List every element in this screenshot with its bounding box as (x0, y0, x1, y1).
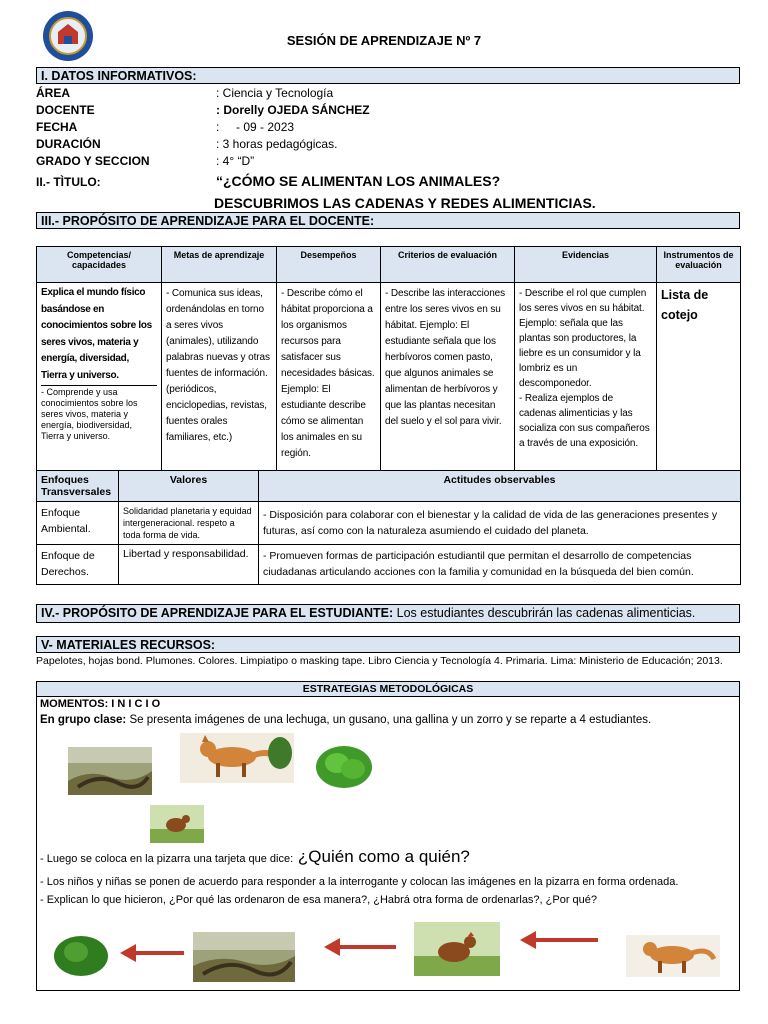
arrow-icon (118, 941, 188, 965)
cell-instrumentos: Lista de cotejo (657, 283, 741, 471)
cell-competencia (37, 283, 162, 471)
col-evidencias: Evidencias (515, 247, 657, 283)
col-valores: Valores (119, 471, 259, 502)
valores-derechos: Libertad y responsabilidad. (119, 545, 259, 585)
competencia-text: Explica el mundo físico basándose en conocimientos sobre los seres vivos, materia y energía, diversidad, Tierra y universo. (41, 285, 157, 386)
cell-metas: - Comunica sus ideas, ordenándolas en torno a seres vivos (animales), utilizando palabras nuevas y otras fuentes de información. (periódicos, enciclopedias, revistas, fuentes orales familiares, etc.) (162, 283, 277, 471)
fox-image (180, 733, 294, 783)
value-docente: : Dorelly OJEDA SÁNCHEZ (216, 103, 370, 117)
proposito-estudiante-heading: IV.- PROPÓSITO DE APRENDIZAJE PARA EL ESTUDIANTE: (41, 606, 394, 620)
lettuce-image (313, 743, 375, 791)
section-materiales-heading: V- MATERIALES RECURSOS: (36, 636, 740, 653)
cell-evidencias: - Describe el rol que cumplen los seres vivos en su hábitat. Ejemplo: señala que las plantas son productores, la liebre es un consumidor y la lombriz es un descomponedor. - Realiza ejemplos de cadenas alimenticias y las socializa con sus compañeros a través de una exposición. (515, 283, 657, 471)
value-grado: : 4° “D” (216, 154, 255, 168)
col-desempenos: Desempeños (277, 247, 381, 283)
col-instrumentos: Instrumentos de evaluación (657, 247, 741, 283)
chain-lettuce-image (50, 930, 112, 978)
label-duracion: DURACIÓN (36, 137, 101, 151)
col-criterios: Criterios de evaluación (381, 247, 515, 283)
label-area: ÁREA (36, 86, 71, 100)
grupo-clase-line (40, 714, 651, 726)
grupo-clase-text: Se presenta imágenes de una lechuga, un gusano, una gallina y un zorro y se reparte a 4 estudiantes. (126, 714, 652, 726)
label-docente: DOCENTE (36, 103, 95, 117)
capacidad-text: - Comprende y usa conocimientos sobre los seres vivos, materia y energía, biodiversidad, Tierra y universo. (41, 387, 138, 441)
instruction-line-3: - Explican lo que hicieron, ¿Por qué las ordenaron de esa manera?, ¿Habrá otra forma de ordenarlas?, ¿Por qué? (40, 894, 598, 906)
actitudes-derechos: - Promueven formas de participación estudiantil que permitan el desarrollo de competencias ciudadanas articulando acciones con la familia y comunidad en la búsqueda del bien común. (259, 545, 741, 585)
instruction-line-2: - Los niños y niñas se ponen de acuerdo para responder a la interrogante y colocan las imágenes en la pizarra en forma ordenada. (40, 876, 679, 888)
section-proposito-estudiante (36, 604, 740, 623)
cell-criterios: - Describe las interacciones entre los seres vivos en su hábitat. Ejemplo: El estudiante señala que los herbívoros comen pasto, que algunos animales se alimentan de herbívoros y que las plantas necesitan del suelo y el sol para vivir. (381, 283, 515, 471)
question-card-text: ¿Quién como a quién? (293, 847, 470, 866)
instruction-1-text: - Luego se coloca en la pizarra una tarjeta que dice: (40, 853, 294, 865)
grupo-clase-label: En grupo clase: (40, 714, 127, 726)
arrow-icon (518, 928, 600, 952)
value-area: : Ciencia y Tecnología (216, 86, 334, 100)
page-title: SESIÓN DE APRENDIZAJE Nº 7 (286, 33, 482, 48)
chain-fox-image (626, 935, 720, 977)
label-titulo: II.- TÌTULO: (36, 175, 101, 189)
enfoque-derechos: Enfoque de Derechos. (37, 545, 119, 585)
col-actitudes: Actitudes observables (259, 471, 741, 502)
section-datos-heading: I. DATOS INFORMATIVOS: (36, 67, 740, 84)
arrow-icon (322, 936, 398, 958)
materiales-text: Papelotes, hojas bond. Plumones. Colores. Limpiatipo o masking tape. Libro Ciencia y Tecnología 4. Primaria. Lima: Ministerio de Educación; 2013. (36, 655, 723, 667)
titulo-line-2: DESCUBRIMOS LAS CADENAS Y REDES ALIMENTICIAS. (214, 195, 596, 211)
titulo-line-1: “¿CÓMO SE ALIMENTAN LOS ANIMALES? (216, 173, 501, 189)
enfoque-ambiental: Enfoque Ambiental. (37, 502, 119, 545)
col-competencias: Competencias/ capacidades (37, 247, 162, 283)
enfoques-table (36, 470, 741, 585)
chain-hen-image (414, 922, 500, 976)
estrategias-heading: ESTRATEGIAS METODOLÓGICAS (36, 681, 740, 697)
col-metas: Metas de aprendizaje (162, 247, 277, 283)
momentos-label: MOMENTOS: I N I C I O (40, 698, 161, 710)
label-grado: GRADO Y SECCION (36, 154, 150, 168)
value-fecha: : - 09 - 2023 (216, 120, 295, 134)
actitudes-ambiental: - Disposición para colaborar con el bienestar y la calidad de vida de las generaciones presentes y futuras, así como con la naturaleza asumiendo el cuidado del planeta. (259, 502, 741, 545)
value-duracion: : 3 horas pedagógicas. (216, 137, 338, 151)
label-fecha: FECHA (36, 120, 78, 134)
competencias-table (36, 246, 741, 471)
hen-image (150, 805, 204, 843)
chain-worm-image (193, 932, 295, 982)
section-proposito-docente-heading: III.- PROPÓSITO DE APRENDIZAJE PARA EL DOCENTE: (36, 212, 740, 229)
col-enfoques: Enfoques Transversales (37, 471, 119, 502)
worm-image (68, 747, 152, 795)
proposito-estudiante-text: Los estudiantes descubrirán las cadenas alimenticias. (393, 606, 696, 620)
instruction-line-1 (40, 847, 470, 867)
cell-desempenos: - Describe cómo el hábitat proporciona a los organismos recursos para satisfacer sus necesidades básicas. Ejemplo: El estudiante describe cómo se alimentan los animales en su región. (277, 283, 381, 471)
valores-ambiental: Solidaridad planetaria y equidad intergeneracional. respeto a toda forma de vida. (119, 502, 259, 545)
